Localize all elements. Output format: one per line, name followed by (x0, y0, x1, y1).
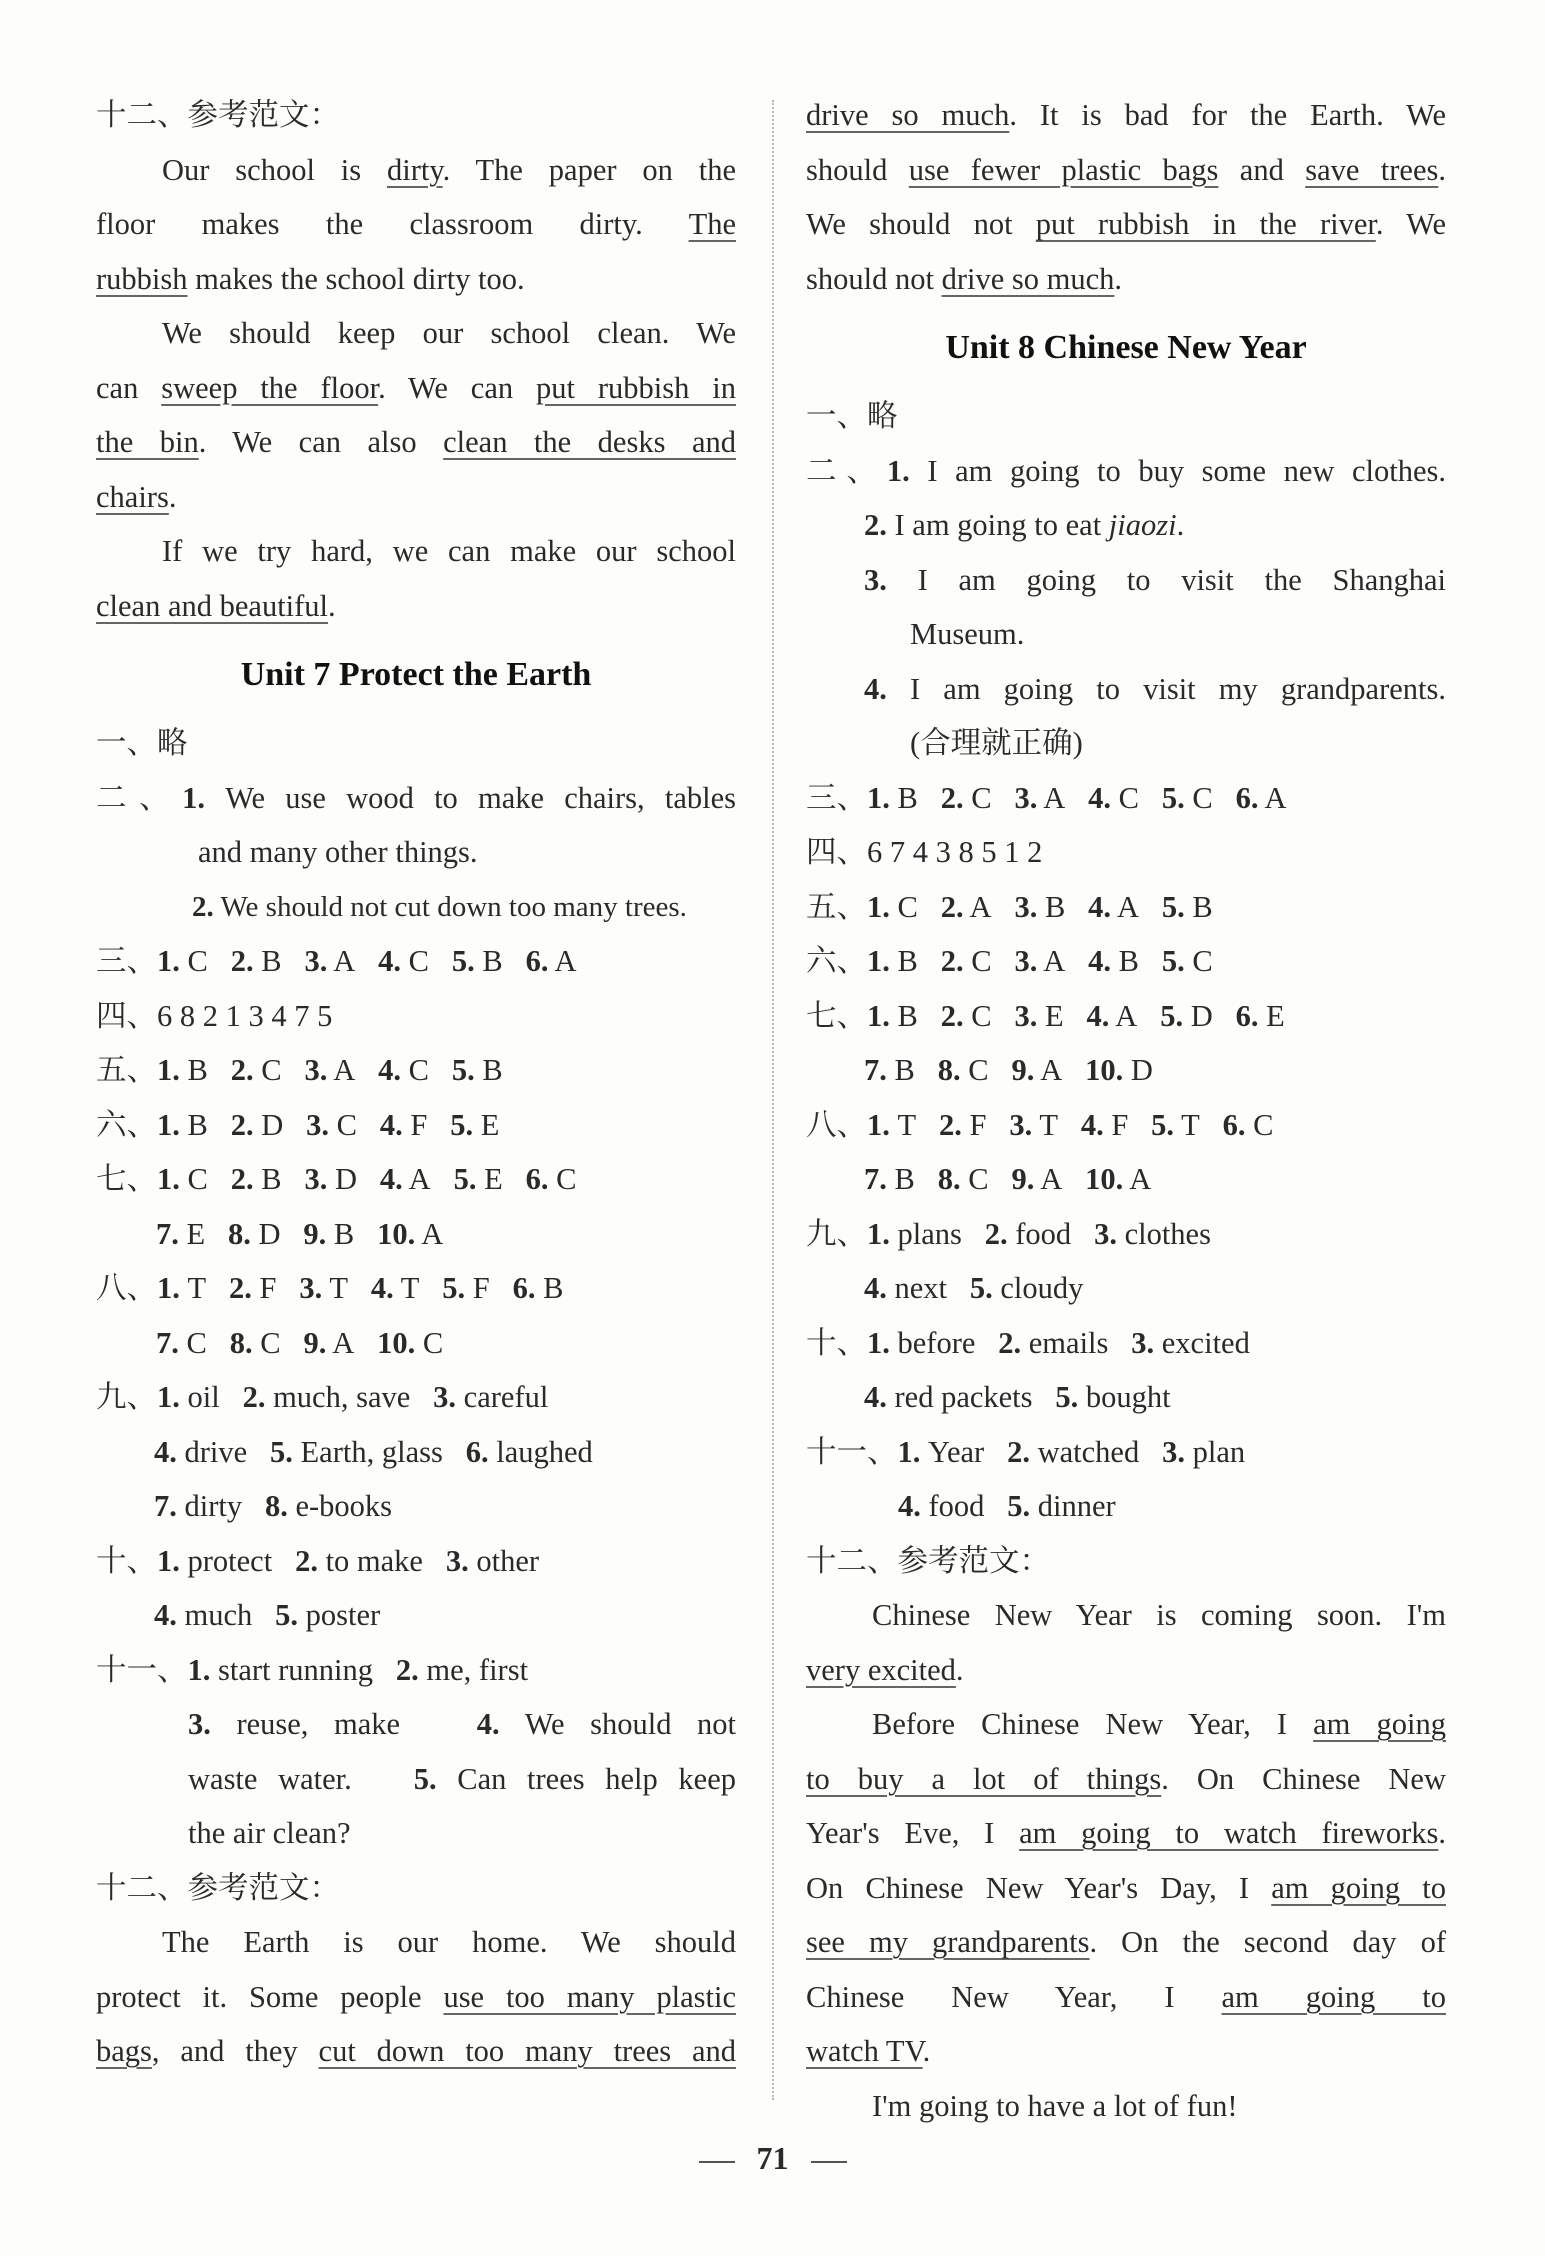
section-1: 一、略 (806, 399, 898, 433)
essay-line: to buy a lot of things. On Chinese New (806, 1761, 1446, 1796)
section-9-answers-cont: 4. drive 5. Earth, glass 6. laughed (154, 1434, 593, 1469)
essay-line: Chinese New Year, I am going to (806, 1979, 1446, 2014)
essay-line: watch TV. (806, 2034, 931, 2068)
section-6-answers: 六、1. B 2. D 3. C 4. F 5. E (96, 1107, 500, 1142)
section-11-answers: 十一、1. start running 2. me, first (96, 1652, 529, 1687)
essay-line: should not drive so much. (806, 261, 1123, 296)
essay-line: Chinese New Year is coming soon. I'm (872, 1598, 1446, 1632)
essay-line: The Earth is our home. We should (162, 1925, 736, 1959)
section-11-answers-cont: 4. food 5. dinner (898, 1489, 1116, 1523)
section-5-answers: 五、1. B 2. C 3. A 4. C 5. B (96, 1053, 503, 1087)
section-10-answers-cont: 4. much 5. poster (154, 1598, 381, 1632)
section-8-answers: 八、1. T 2. F 3. T 4. T 5. F 6. B (96, 1271, 564, 1305)
section-12-heading: 十二、参考范文： (96, 98, 340, 132)
section-2-q1-cont: and many other things. (198, 835, 478, 869)
section-1: 一、略 (96, 726, 188, 760)
section-2-q3: 3. I am going to visit the Shanghai (864, 562, 1447, 597)
essay-line: clean and beautiful. (96, 588, 336, 623)
essay-line: Our school is dirty. The paper on the (162, 152, 736, 187)
essay-line: see my grandparents. On the second day of (806, 1925, 1446, 1959)
section-9-answers: 九、1. oil 2. much, save 3. careful (96, 1380, 549, 1414)
essay-line: Year's Eve, I am going to watch fireworks. (806, 1816, 1446, 1850)
essay-line: should use fewer plastic bags and save trees. (806, 152, 1447, 187)
section-12-heading: 十二、参考范文： (806, 1543, 1050, 1578)
section-6-answers: 六、1. B 2. C 3. A 4. B 5. C (806, 944, 1213, 978)
section-9-answers-cont: 7. dirty 8. e-books (154, 1489, 393, 1523)
section-4-answers: 四、6 8 2 1 3 4 7 5 (96, 998, 333, 1033)
section-7-answers: 七、1. B 2. C 3. E 4. A 5. D 6. E (806, 998, 1285, 1033)
essay-line: I'm going to have a lot of fun! (872, 2088, 1238, 2123)
essay-line: On Chinese New Year's Day, I am going to (806, 1870, 1446, 1905)
essay-line: Before Chinese New Year, I am going (872, 1707, 1446, 1741)
essay-line: drive so much. It is bad for the Earth. We (806, 98, 1446, 132)
essay-line: floor makes the classroom dirty. The (96, 207, 736, 241)
essay-line: the bin. We can also clean the desks and (96, 425, 736, 459)
essay-line: bags, and they cut down too many trees and (96, 2034, 736, 2068)
page-number: 71 (0, 2140, 1545, 2177)
section-8-answers: 八、1. T 2. F 3. T 4. F 5. T 6. C (806, 1107, 1274, 1142)
essay-line: can sweep the floor. We can put rubbish in (96, 370, 737, 405)
essay-line: We should keep our school clean. We (162, 316, 736, 350)
essay-line: If we try hard, we can make our school (162, 534, 736, 568)
section-10-answers-cont: 4. red packets 5. bought (864, 1380, 1171, 1414)
essay-line: chairs. (96, 479, 177, 514)
section-5-answers: 五、1. C 2. A 3. B 4. A 5. B (806, 889, 1213, 924)
section-2-note: (合理就正确) (910, 726, 1083, 760)
section-2-q4: 4. I am going to visit my grandparents. (864, 671, 1446, 706)
column-divider (772, 100, 774, 2100)
section-2-q3-cont: Museum. (910, 617, 1025, 651)
unit-8-title: Unit 8 Chinese New Year (945, 329, 1307, 366)
dash-right (811, 2161, 847, 2163)
section-9-answers-cont: 4. next 5. cloudy (864, 1271, 1084, 1305)
section-10-answers: 十、1. before 2. emails 3. excited (806, 1325, 1250, 1360)
right-column (806, 88, 1446, 2133)
section-4-answers: 四、6 7 4 3 8 5 1 2 (806, 835, 1043, 869)
section-7-answers-cont: 7. E 8. D 9. B 10. A (156, 1216, 444, 1251)
section-3-answers: 三、1. C 2. B 3. A 4. C 5. B 6. A (96, 944, 577, 978)
essay-line: We should not put rubbish in the river. We (806, 207, 1446, 241)
section-12-heading: 十二、参考范文： (96, 1870, 340, 1905)
dash-left (699, 2161, 735, 2163)
essay-line: protect it. Some people use too many plastic (96, 1979, 736, 2014)
section-8-answers-cont: 7. C 8. C 9. A 10. C (156, 1325, 444, 1360)
section-9-answers: 九、1. plans 2. food 3. clothes (806, 1216, 1211, 1251)
unit-7-title: Unit 7 Protect the Earth (240, 656, 592, 693)
section-2-q2: 2. I am going to eat jiaozi. (864, 508, 1185, 542)
section-11-answers-cont: waste water. 5. Can trees help keep (188, 1761, 737, 1796)
section-11-answers: 十一、1. Year 2. watched 3. plan (806, 1434, 1246, 1469)
left-column (96, 88, 736, 2079)
section-2-q2: 2. We should not cut down too many trees. (192, 890, 687, 923)
section-8-answers-cont: 7. B 8. C 9. A 10. A (864, 1162, 1152, 1196)
section-10-answers: 十、1. protect 2. to make 3. other (96, 1543, 540, 1578)
section-7-answers: 七、1. C 2. B 3. D 4. A 5. E 6. C (96, 1162, 577, 1196)
essay-line: very excited. (806, 1652, 964, 1687)
section-3-answers: 三、1. B 2. C 3. A 4. C 5. C 6. A (806, 780, 1287, 815)
section-7-answers-cont: 7. B 8. C 9. A 10. D (864, 1053, 1153, 1087)
essay-line: rubbish makes the school dirty too. (96, 261, 525, 296)
section-2-q1: 二、1. I am going to buy some new clothes. (806, 453, 1447, 488)
section-2-q1: 二、1. We use wood to make chairs, tables (96, 780, 736, 815)
section-11-answers-cont: 3. reuse, make 4. We should not (188, 1707, 737, 1741)
section-11-answers-cont: the air clean? (188, 1816, 351, 1850)
